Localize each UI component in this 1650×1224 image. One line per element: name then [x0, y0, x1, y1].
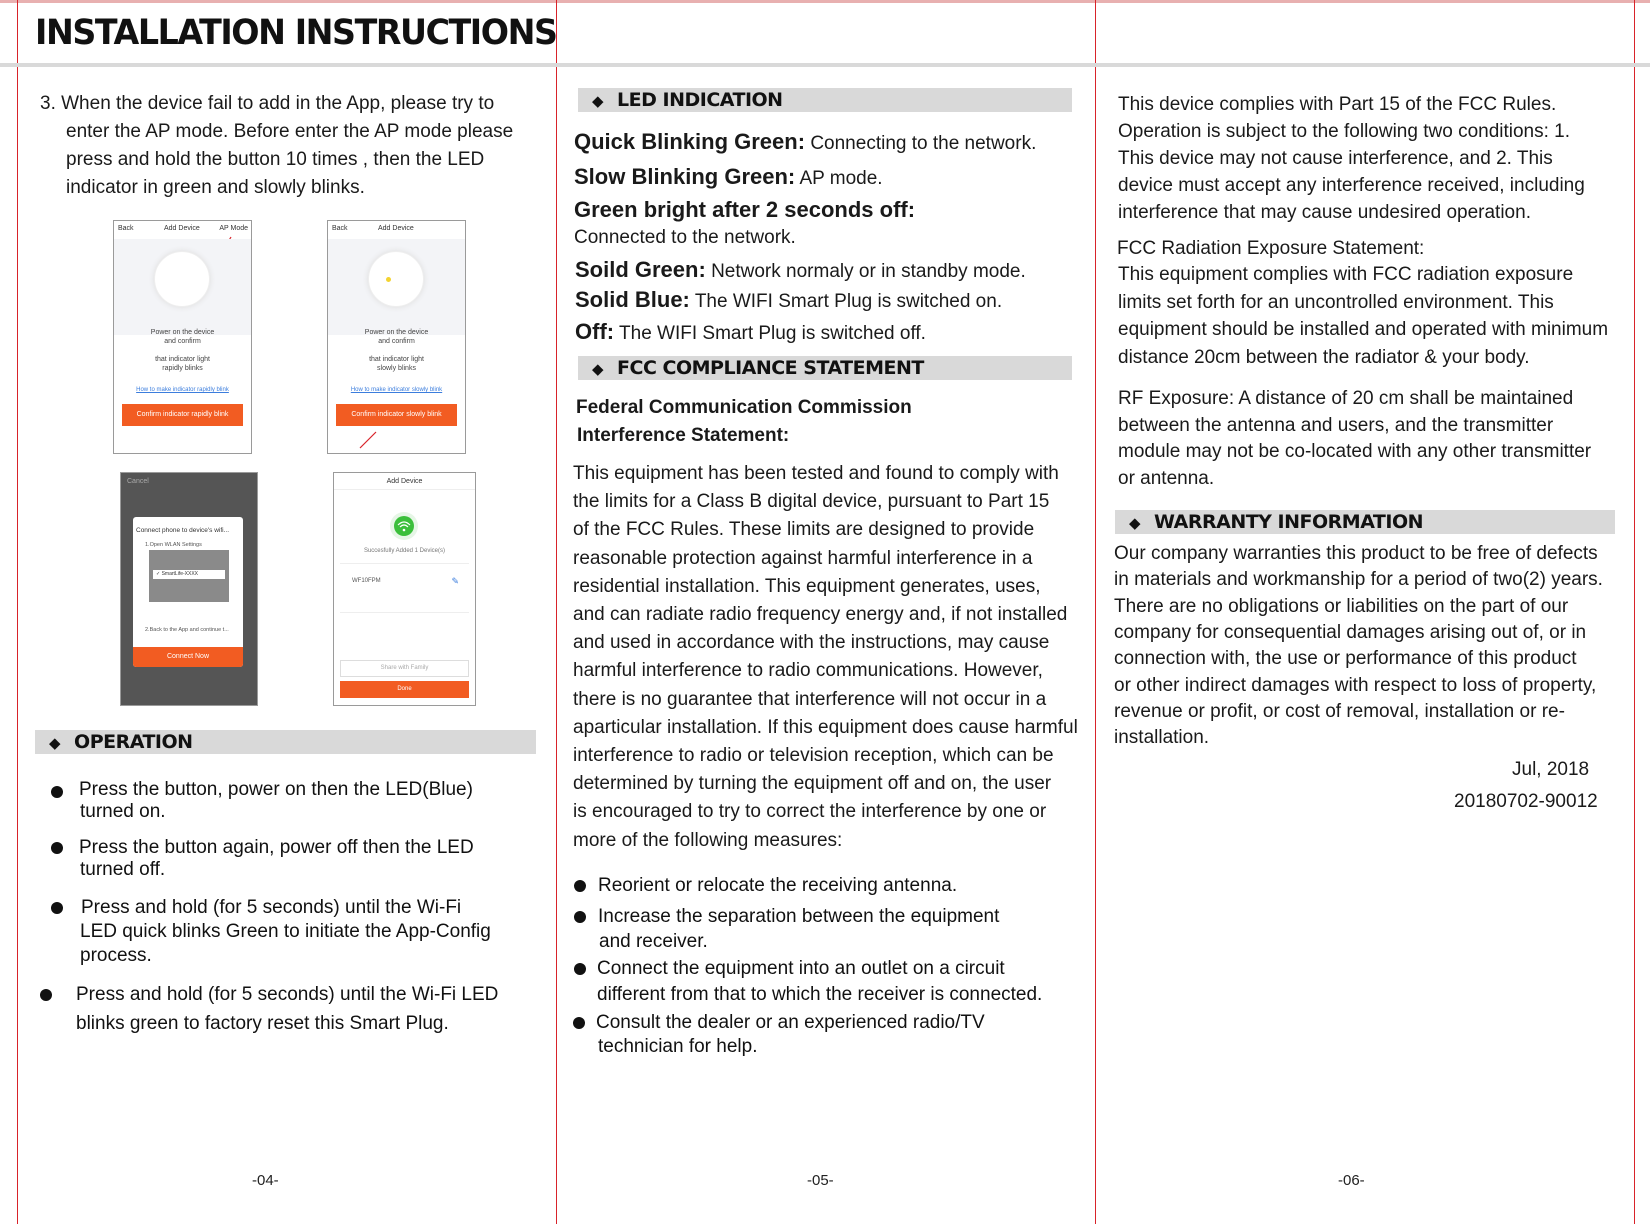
device-image-area [328, 239, 465, 335]
instruction-4: rapidly blinks [162, 365, 203, 372]
led-indication-heading: ◆ LED INDICATION [578, 88, 1072, 112]
success-text: Succesfully Added 1 Device(s) [363, 548, 446, 554]
paragraph-line: and used in accordance with the instructions, may cause [573, 632, 1050, 654]
radiation-title: FCC Radiation Exposure Statement: [1117, 238, 1425, 259]
bullet-icon [574, 963, 586, 975]
bullet-icon [51, 786, 63, 798]
led-dot-icon [386, 277, 391, 282]
page-number: -05- [807, 1172, 834, 1189]
paragraph-line: limits set forth for an uncontrolled environment. This [1118, 291, 1554, 313]
led-quick-blinking: Quick Blinking Green: Connecting to the network. [574, 129, 1037, 154]
instruction-2: and confirm [378, 338, 415, 345]
step-3-line-2: enter the AP mode. Before enter the AP mode please [66, 121, 514, 142]
bullet-icon [51, 842, 63, 854]
paragraph-line: This equipment complies with FCC radiation exposure [1118, 264, 1574, 285]
paragraph-line: or antenna. [1118, 467, 1215, 489]
paragraph-line: There are no obligations or liabilities on the part of our [1114, 595, 1569, 617]
column-border-right [1634, 0, 1635, 1224]
paragraph-line: of the FCC Rules. These limits are designed to provide [573, 519, 1035, 541]
help-link: How to make indicator rapidly blink [136, 387, 229, 393]
paragraph-line: RF Exposure: A distance of 20 cm shall be maintained [1118, 388, 1574, 409]
paragraph-line: interference to radio or television reception, which can be [573, 745, 1054, 766]
document-code: 20180702-90012 [1454, 791, 1598, 812]
connect-dialog [133, 517, 243, 667]
paragraph-line: interference that may cause undesired operation. [1118, 202, 1531, 223]
red-arrow-icon [356, 430, 378, 450]
bullet-icon [573, 1017, 585, 1029]
led-slow-blinking: Slow Blinking Green: AP mode. [574, 164, 883, 189]
paragraph-line: distance 20cm between the radiator & your body. [1118, 346, 1530, 368]
dialog-step-1: 1.Open WLAN Settings [145, 542, 202, 548]
diamond-icon: ◆ [592, 360, 604, 378]
back-link: Back [332, 225, 348, 232]
dialog-title: Connect phone to device's wifi... [136, 527, 230, 534]
fcc-compliance-heading: ◆ FCC COMPLIANCE STATEMENT [578, 356, 1072, 380]
top-border [0, 0, 1650, 3]
paragraph-line: in materials and workmanship for a period of two(2) years. [1114, 569, 1603, 591]
paragraph-line: revenue or profit, or cost of removal, installation or re- [1114, 700, 1565, 722]
instruction-4: slowly blinks [377, 365, 416, 372]
page-number: -06- [1338, 1172, 1365, 1189]
share-button: Share with Family [340, 660, 469, 677]
paragraph-line: device must accept any interference received, including [1118, 175, 1585, 196]
confirm-button: Confirm indicator slowly blink [336, 404, 457, 426]
paragraph-line: module may not be co-located with any other transmitter [1118, 441, 1592, 462]
page-title: INSTALLATION INSTRUCTIONS [35, 13, 557, 53]
paragraph-line: is encouraged to try to correct the interference by one or [573, 801, 1047, 823]
column-divider-2 [1095, 0, 1096, 1224]
instruction-2: and confirm [164, 338, 201, 345]
paragraph-line: Operation is subject to the following two conditions: 1. [1118, 121, 1571, 142]
header-rule [0, 63, 1650, 67]
paragraph-line: or other indirect damages with respect to loss of property, [1114, 674, 1597, 696]
led-connected: Connected to the network. [574, 227, 796, 248]
back-link: Back [118, 225, 134, 232]
paragraph-line: residential installation. This equipment generates, uses, [573, 575, 1041, 597]
warranty-heading: ◆ WARRANTY INFORMATION [1115, 510, 1615, 534]
column-divider-1 [556, 0, 557, 1224]
bullet-icon [51, 902, 63, 914]
date: Jul, 2018 [1512, 759, 1590, 780]
column-border-left [17, 0, 18, 1224]
paragraph-line: installation. [1114, 727, 1210, 749]
bullet-icon [40, 989, 52, 1001]
done-button: Done [340, 681, 469, 698]
wifi-network-name: SmartLife-XXXX [161, 571, 198, 577]
wlan-settings-image [149, 550, 229, 602]
paragraph-line: reasonable protection against harmful interference in a [573, 547, 1033, 569]
plug-icon [154, 251, 210, 307]
paragraph-line: harmful interference to radio communications. However, [573, 660, 1043, 682]
help-link: How to make indicator slowly blink [350, 387, 443, 393]
device-image-area [114, 239, 251, 335]
paragraph-line: This equipment has been tested and found to comply with [573, 463, 1059, 484]
confirm-button: Confirm indicator rapidly blink [122, 404, 243, 426]
page-number: -04- [252, 1172, 279, 1189]
dialog-step-2: 2.Back to the App and continue t... [145, 627, 229, 633]
phone-title: Add Device [164, 225, 200, 232]
paragraph-line: equipment should be installed and operated with minimum [1118, 319, 1609, 340]
fcc-title-line-2: Interference Statement: [577, 425, 790, 446]
diamond-icon: ◆ [592, 92, 604, 110]
edit-icon: ✎ [451, 576, 459, 586]
paragraph-line: company for consequential damages arising out of, or in [1114, 621, 1587, 643]
ap-mode-link: AP Mode [219, 225, 248, 232]
paragraph-line: connection with, the use or performance of this product [1114, 648, 1577, 670]
diamond-icon: ◆ [49, 734, 61, 752]
paragraph-line: Our company warranties this product to be free of defects [1114, 543, 1598, 564]
phone-screen-slow-blink [327, 220, 466, 454]
paragraph-line: the limits for a Class B digital device, pursuant to Part 15 [573, 491, 1050, 513]
bullet-icon [574, 880, 586, 892]
operation-heading: ◆ OPERATION [35, 730, 536, 754]
instruction-3: that indicator light [155, 356, 210, 363]
bullet-icon [574, 911, 586, 923]
phone-screen-rapid-blink [113, 220, 252, 454]
paragraph-line: aparticular installation. If this equipment does cause harmful [573, 716, 1078, 738]
device-row [340, 563, 469, 613]
led-solid-blue: Solid Blue: The WIFI Smart Plug is switched on. [575, 287, 1003, 312]
plug-icon [368, 251, 424, 307]
phone-header [328, 225, 465, 237]
instruction-1: Power on the device [150, 329, 215, 336]
paragraph-line: and can radiate radio frequency energy and, if not installed [573, 604, 1068, 625]
led-off: Off: The WIFI Smart Plug is switched off. [575, 319, 926, 344]
instruction-1: Power on the device [364, 329, 429, 336]
wifi-network-row: ✓ SmartLife-XXXX [153, 570, 225, 579]
phone-screen-device-added [333, 472, 476, 706]
paragraph-line: This device complies with Part 15 of the FCC Rules. [1118, 94, 1557, 115]
phone-screen-connect-wifi [120, 472, 258, 706]
fcc-title-line-1: Federal Communication Commission [576, 397, 912, 418]
cancel-link: Cancel [127, 478, 149, 485]
device-name: WF10FPM [352, 578, 381, 584]
paragraph-line: there is no guarantee that interference will not occur in a [573, 688, 1047, 710]
paragraph-line: This device may not cause interference, and 2. This [1118, 148, 1553, 169]
wifi-success-icon [389, 511, 419, 541]
led-solid-green: Soild Green: Network normaly or in standby mode. [575, 257, 1026, 282]
step-3-line-3: press and hold the button 10 times , then the LED [66, 149, 485, 170]
phone-title: Add Device [386, 478, 423, 485]
paragraph-line: determined by turning the equipment off and on, the user [573, 773, 1052, 795]
step-3-line-1: 3. When the device fail to add in the App, please try to [40, 93, 495, 114]
diamond-icon: ◆ [1129, 514, 1141, 532]
led-green-bright: Green bright after 2 seconds off: [574, 197, 916, 222]
paragraph-line: more of the following measures: [573, 829, 843, 851]
step-3-line-4: indicator in green and slowly blinks. [66, 177, 365, 198]
connect-now-button: Connect Now [133, 647, 243, 667]
instruction-3: that indicator light [369, 356, 424, 363]
paragraph-line: between the antenna and users, and the transmitter [1118, 414, 1554, 436]
phone-title: Add Device [378, 225, 414, 232]
